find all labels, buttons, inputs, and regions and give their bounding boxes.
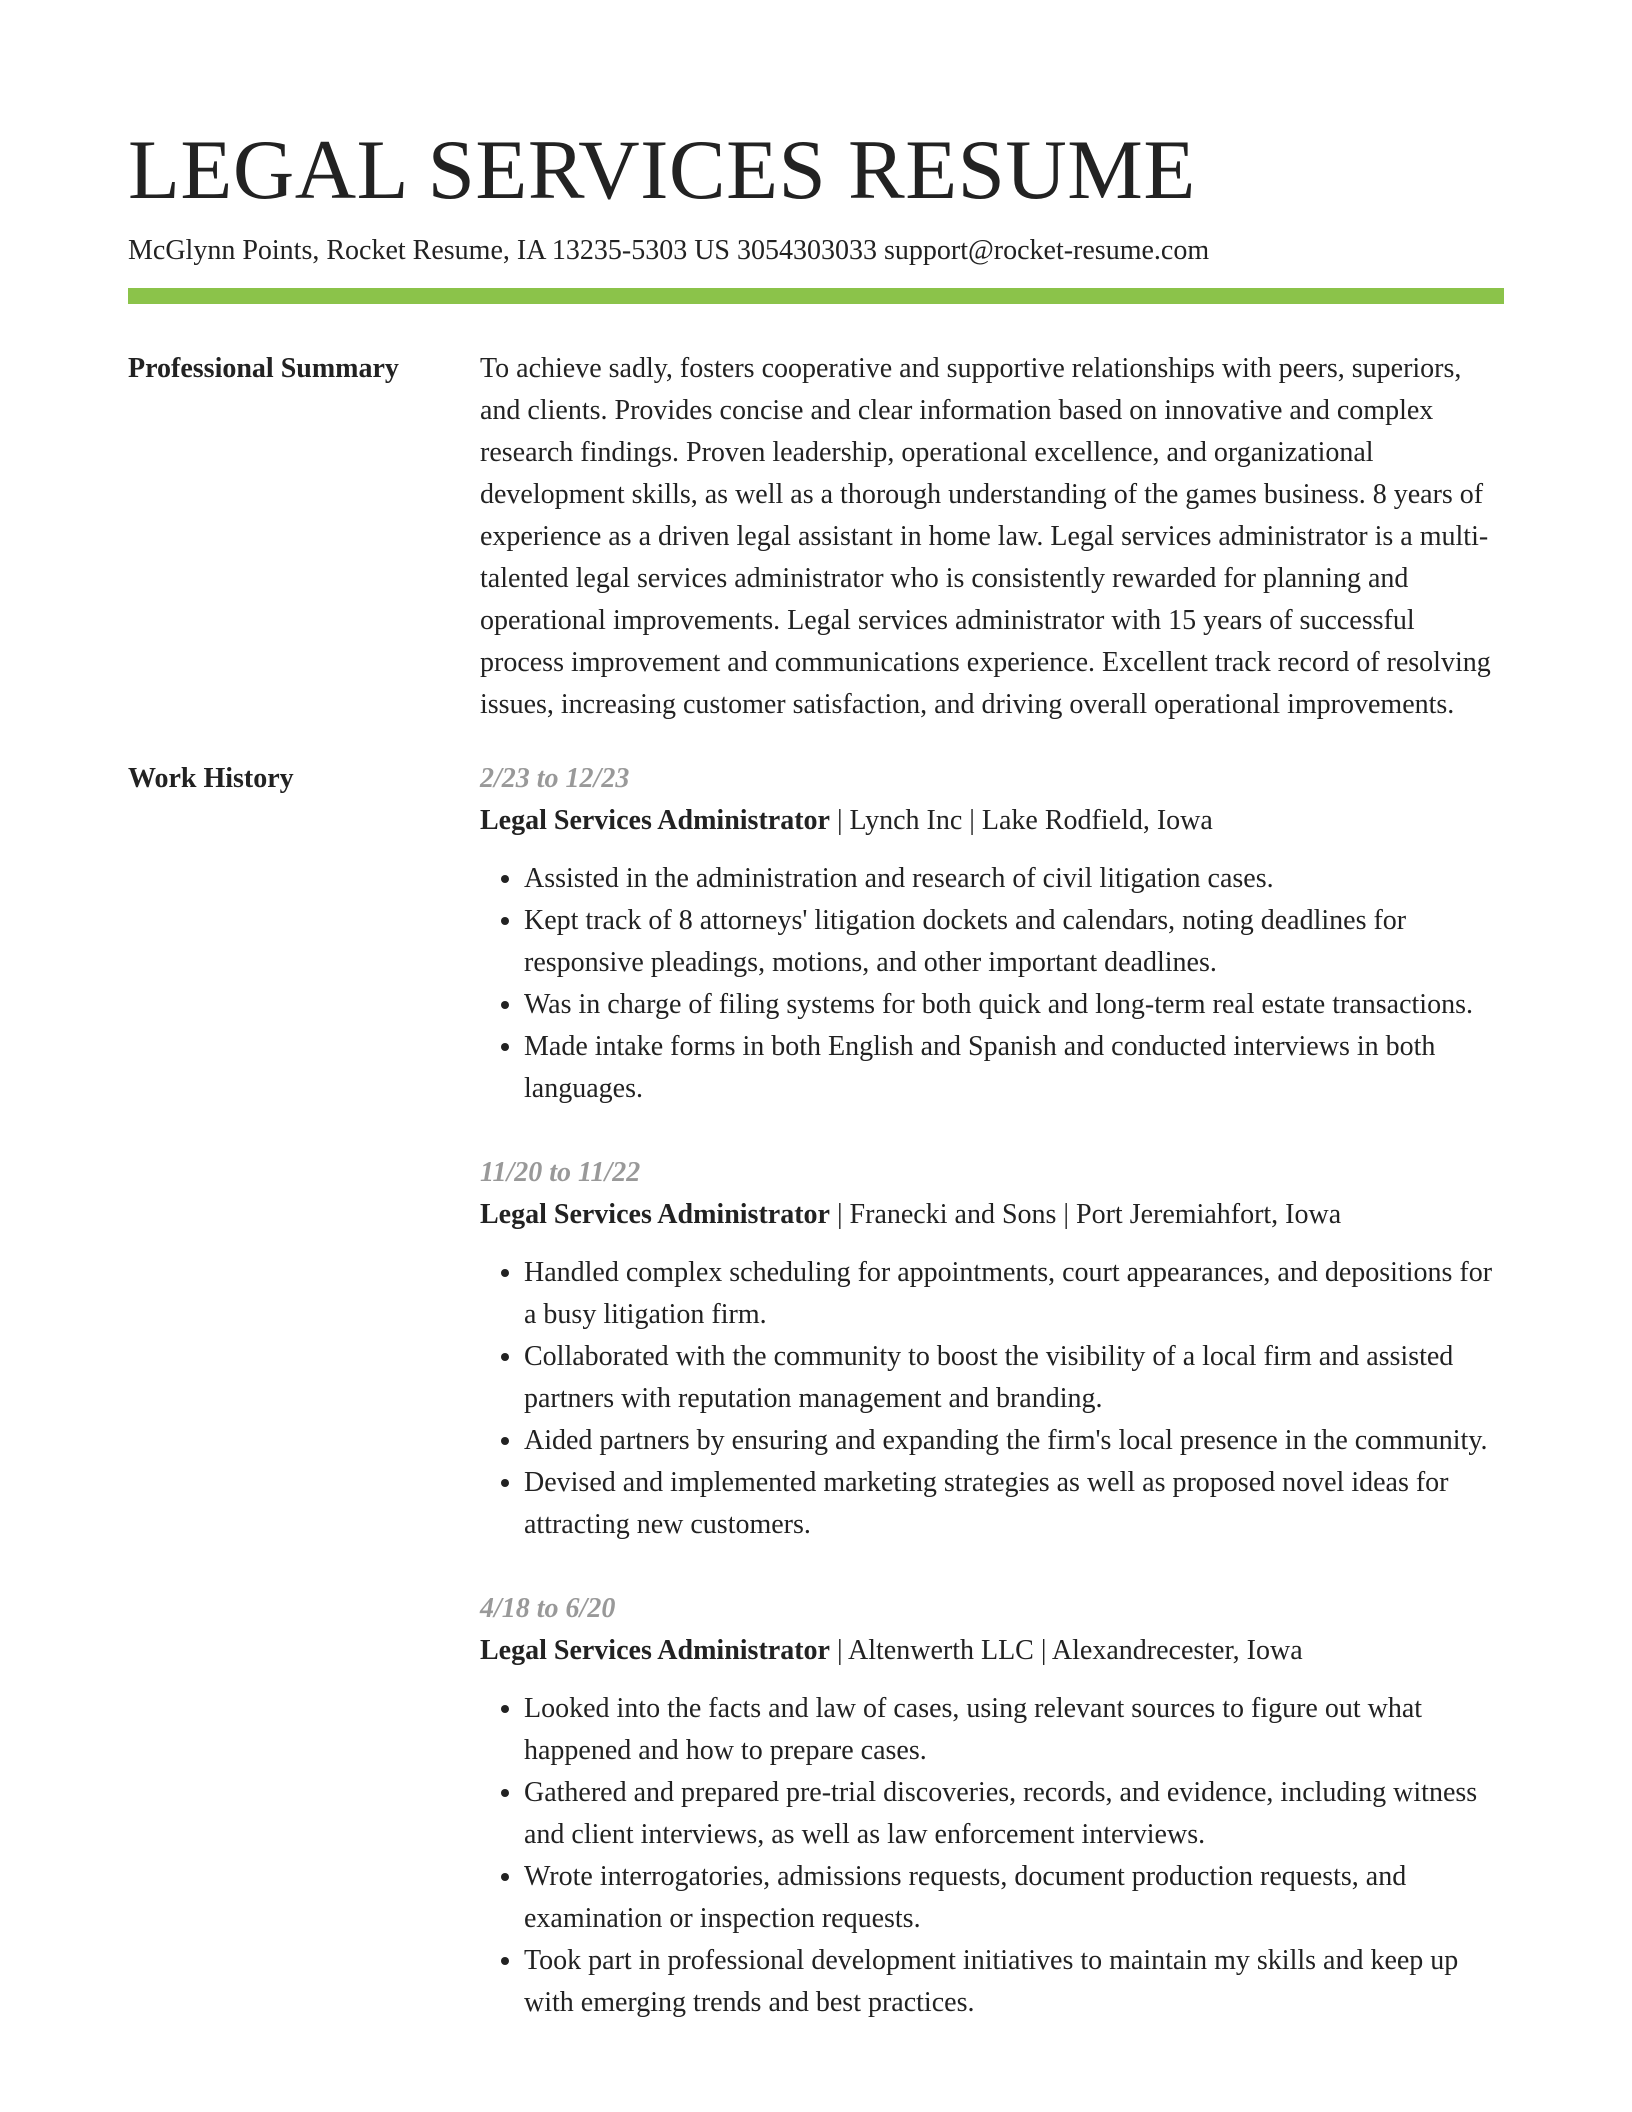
job-title: Legal Services Administrator <box>480 805 830 836</box>
job-bullet: • Kept track of 8 attorneys' litigation dockets and calendars, noting deadlines for responsive pleadings, motions, and other important deadlines. <box>524 900 1504 984</box>
job-bullet: • Collaborated with the community to boost the visibility of a local firm and assisted partners with reputation management and branding. <box>524 1336 1504 1420</box>
job-bullet-list <box>480 1688 1504 2024</box>
job-bullet: • Wrote interrogatories, admissions requests, document production requests, and examination or inspection requests. <box>524 1856 1504 1940</box>
job-bullet: • Was in charge of filing systems for both quick and long-term real estate transactions. <box>524 984 1504 1026</box>
job-title-line <box>480 1194 1504 1236</box>
job-bullet: • Looked into the facts and law of cases, using relevant sources to figure out what happened and how to prepare cases. <box>524 1688 1504 1772</box>
job-entry <box>480 1152 1504 1546</box>
work-history-body <box>480 758 1504 2024</box>
job-entry <box>480 758 1504 1110</box>
professional-summary-label: Professional Summary <box>128 353 399 384</box>
work-history-section <box>128 758 1504 2024</box>
work-history-label: Work History <box>128 763 294 794</box>
job-entry <box>480 1588 1504 2024</box>
job-bullet: • Assisted in the administration and research of civil litigation cases. <box>524 858 1504 900</box>
job-dates: 11/20 to 11/22 <box>480 1157 641 1188</box>
header-divider <box>128 288 1504 304</box>
job-details: | Franecki and Sons | Port Jeremiahfort, Iowa <box>829 1199 1342 1230</box>
job-title: Legal Services Administrator <box>480 1635 830 1666</box>
job-bullet: • Handled complex scheduling for appointments, court appearances, and depositions for a busy litigation firm. <box>524 1252 1504 1336</box>
resume-page <box>128 118 1504 2024</box>
job-dates: 2/23 to 12/23 <box>480 763 630 794</box>
professional-summary-section <box>128 348 1504 726</box>
job-bullet: • Made intake forms in both English and Spanish and conducted interviews in both languages. <box>524 1026 1504 1110</box>
job-dates: 4/18 to 6/20 <box>480 1593 616 1624</box>
job-bullet: • Gathered and prepared pre-trial discoveries, records, and evidence, including witness and client interviews, as well as law enforcement interviews. <box>524 1772 1504 1856</box>
job-bullet: • Took part in professional development initiatives to maintain my skills and keep up with emerging trends and best practices. <box>524 1940 1504 2024</box>
resume-title: LEGAL SERVICES RESUME <box>128 123 1196 217</box>
job-title-line <box>480 1630 1504 1672</box>
job-bullet: • Devised and implemented marketing strategies as well as proposed novel ideas for attracting new customers. <box>524 1462 1504 1546</box>
job-bullet-list <box>480 1252 1504 1546</box>
job-details: | Altenwerth LLC | Alexandrecester, Iowa <box>829 1635 1303 1666</box>
contact-line: McGlynn Points, Rocket Resume, IA 13235-5303 US 3054303033 support@rocket-resume.com <box>128 235 1210 266</box>
job-bullet-list <box>480 858 1504 1110</box>
job-title: Legal Services Administrator <box>480 1199 830 1230</box>
job-bullet: • Aided partners by ensuring and expanding the firm's local presence in the community. <box>524 1420 1504 1462</box>
professional-summary-text: To achieve sadly, fosters cooperative and supportive relationships with peers, superiors, and clients. Provides concise and clear information based on innovative and complex research findings. Proven leadership, operational excellence, and organizational development skills, as well as a thorough understanding of the games business. 8 years of experience as a driven legal assistant in home law. Legal services administrator is a multi-talented legal services administrator who is consistently rewarded for planning and operational improvements. Legal services administrator with 15 years of successful process improvement and communications experience. Excellent track record of resolving issues, increasing customer satisfaction, and driving overall operational improvements. <box>480 353 1491 720</box>
job-details: | Lynch Inc | Lake Rodfield, Iowa <box>829 805 1213 836</box>
job-title-line <box>480 800 1504 842</box>
professional-summary-body <box>480 348 1504 726</box>
